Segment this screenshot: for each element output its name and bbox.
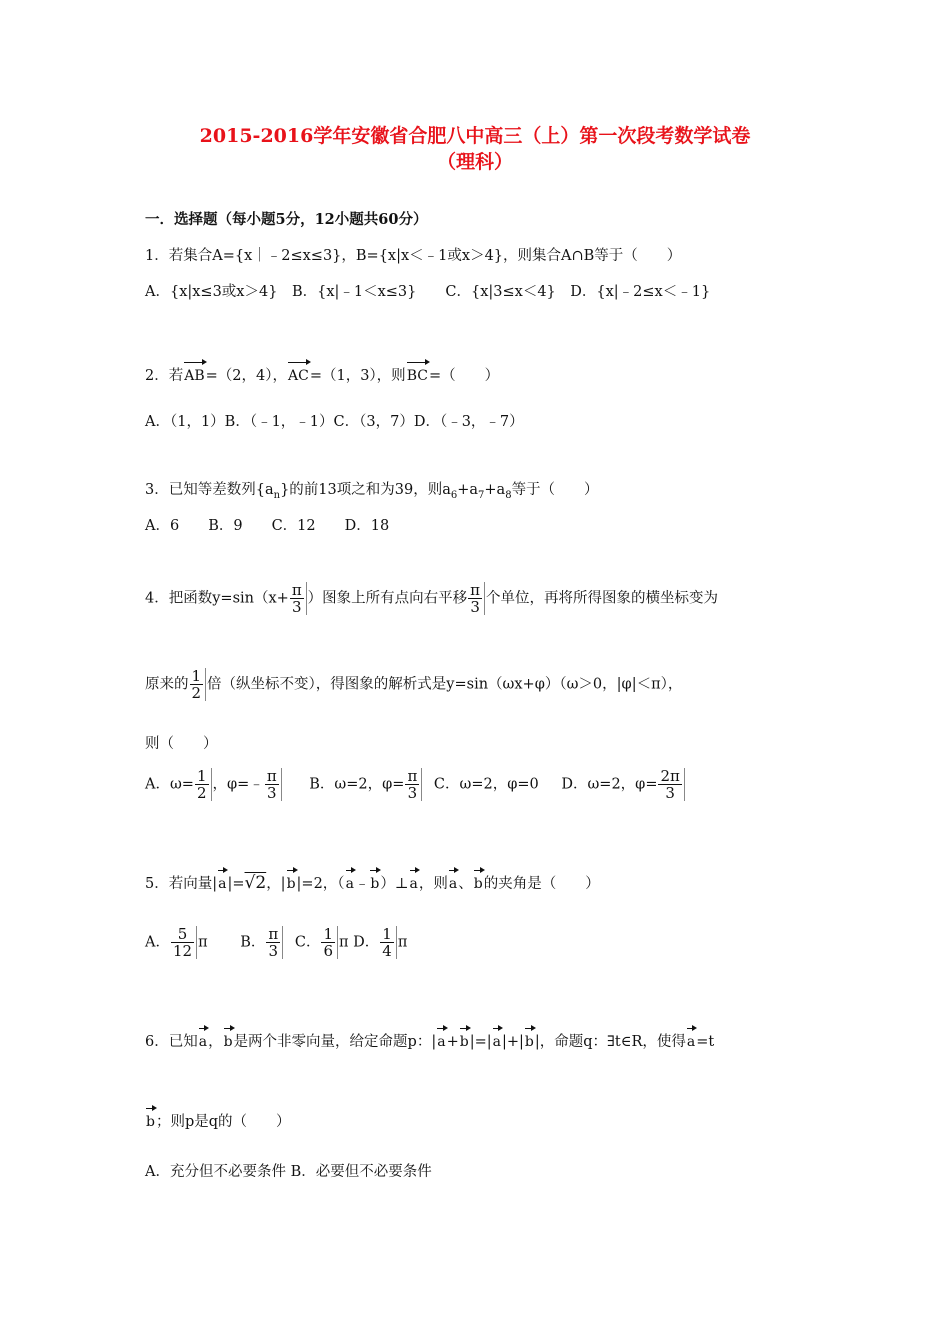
vector-bc: BC [407, 358, 428, 386]
fraction-pi-over-3: $\frac{\pi}{3}$ [266, 926, 283, 959]
q1-options: A．{x|x≤3或x＞4} B．{x|﹣1＜x≤3} C．{x|3≤x＜4} D．{x|﹣2≤x＜﹣1} [145, 284, 711, 300]
vector-ab: AB [184, 358, 204, 386]
vector-a: a [410, 866, 418, 894]
q6-stem-line2: b；则p是q的（ ） [145, 1104, 291, 1132]
vector-a: a [346, 866, 354, 894]
vector-b: b [287, 866, 296, 894]
exam-title-line2: （理科） [436, 151, 513, 173]
vector-b: b [224, 1024, 233, 1052]
exam-title-line1: 2015-2016学年安徽省合肥八中高三（上）第一次段考数学试卷 [199, 125, 751, 147]
vector-a: a [687, 1024, 695, 1052]
fraction-pi-over-3: $\frac{\pi}{3}$ [468, 582, 485, 615]
q6-options: A．充分但不必要条件 B．必要但不必要条件 [145, 1164, 432, 1180]
fraction-one-half: $\frac{1}{2}$ [195, 768, 212, 801]
vector-a: a [437, 1024, 445, 1052]
fraction-1-over-6: $\frac{1}{6}$ [321, 926, 338, 959]
vector-a: a [493, 1024, 501, 1052]
fraction-2pi-over-3: $\frac{2\pi}{3}$ [658, 768, 684, 801]
fraction-pi-over-3: $\frac{\pi}{3}$ [405, 768, 422, 801]
section-heading: 一．选择题（每小题5分，12小题共60分） [145, 211, 428, 228]
fraction-one-half: $\frac{1}{2}$ [190, 668, 207, 701]
fraction-1-over-4: $\frac{1}{4}$ [380, 926, 397, 959]
q4-stem-line1: 4．把函数y=sin（x+ $\frac{\pi}{3}$ ）图象上所有点向右平移 $\frac{\pi}{3}$ 个单位，再将所得图象的横坐标变为 [145, 581, 719, 616]
q5-stem: 5．若向量|a|=√2，|b|=2，（a﹣b）⊥a，则a、b的夹角是（ ） [145, 866, 600, 894]
fraction-pi-over-3: $\frac{\pi}{3}$ [265, 768, 282, 801]
fraction-pi-over-3: $\frac{\pi}{3}$ [290, 582, 307, 615]
q4-stem-line2: 原来的 $\frac{1}{2}$ 倍（纵坐标不变），得图象的解析式是y=sin（ωx+φ）（ω＞0，|φ|＜π）， [145, 667, 683, 702]
q3-stem: 3．已知等差数列$\{a_n\}$的前13项之和为39，则$a_6+a_7+a_8$等于（ ） [145, 482, 599, 501]
q6-stem-line1: 6．已知a，b是两个非零向量，给定命题p：|a+b|=|a|+|b|，命题q：∃t∈R，使得a=t [145, 1024, 714, 1052]
vector-b: b [146, 1104, 155, 1132]
vector-b: b [370, 866, 379, 894]
vector-b: b [525, 1024, 534, 1052]
vector-a: a [199, 1024, 207, 1052]
vector-b: b [460, 1024, 469, 1052]
vector-a: a [218, 866, 226, 894]
q1-stem: 1．若集合A={x｜﹣2≤x≤3}，B={x|x＜﹣1或x＞4}，则集合A∩B等于（ ） [145, 248, 682, 264]
vector-a: a [449, 866, 457, 894]
q5-options: A． $\frac{5}{12}$ π B． $\frac{\pi}{3}$ C． $\frac{1}{6}$ π D． $\frac{1}{4}$ π [145, 925, 408, 960]
q4-stem-line3: 则（ ） [145, 736, 218, 752]
fraction-5-over-12: $\frac{5}{12}$ [171, 926, 197, 959]
q3-options: A．6 B．9 C．12 D．18 [145, 518, 390, 534]
vector-b: b [474, 866, 483, 894]
q2-options: A．（1，1）B．（﹣1，﹣1）C．（3，7）D．（﹣3，﹣7） [145, 414, 524, 430]
q2-stem: 2．若AB=（2，4），AC=（1，3），则BC=（ ） [145, 358, 499, 386]
q4-options: A．ω= $\frac{1}{2}$ ，φ=﹣ $\frac{\pi}{3}$ B．ω=2，φ= $\frac{\pi}{3}$ C．ω=2，φ=0 D．ω=2，φ= $\frac{2\pi}{3}$ [145, 768, 686, 801]
vector-ac: AC [288, 358, 309, 386]
